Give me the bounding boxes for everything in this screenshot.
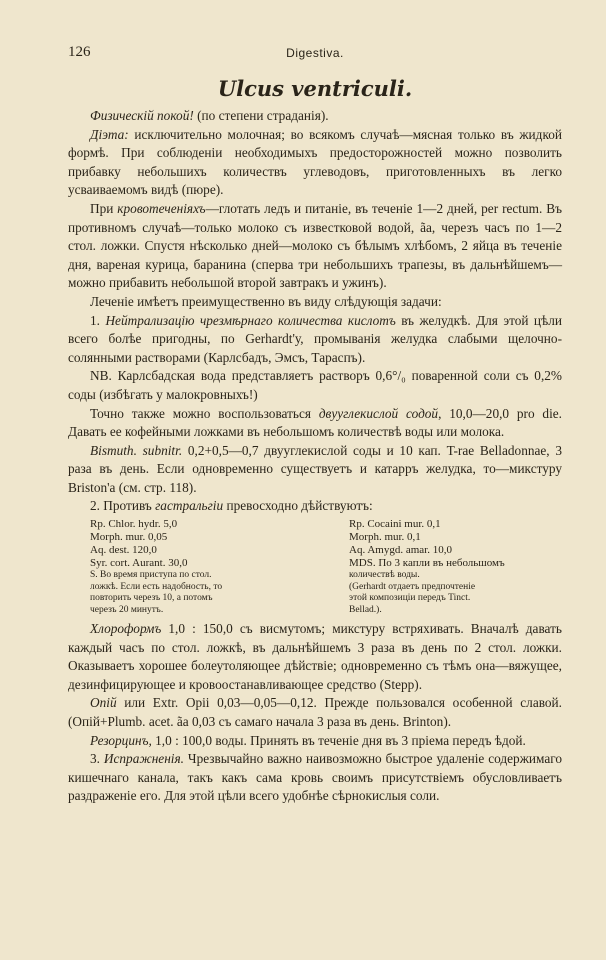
recipe-line: количествѣ воды.: [349, 570, 420, 581]
text: NB. Карлсбадская вода представляетъ растворъ 0,6°/₀ поваренной соли съ 0,2% соды (избѣгать у малокровныхъ!): [68, 368, 562, 402]
running-title: Digestiva.: [286, 46, 344, 60]
paragraph: [68, 750, 562, 806]
recipe-line: S. Во время приступа по стол.: [90, 570, 212, 581]
recipe-line: этой композицiи передъ Tinct.: [349, 593, 471, 604]
emphasis: двууглекислой содой: [318, 405, 439, 421]
text: При: [90, 200, 118, 216]
text: Леченiе имѣетъ преимущественно въ виду слѣдующiя задачи:: [90, 293, 442, 309]
text-body: [68, 107, 562, 516]
emphasis: Bismuth. subnitr.: [90, 442, 183, 458]
paragraph: [68, 620, 562, 694]
text: 1,0 : 100,0 воды. Принять въ теченiе дня въ 3 прiема передъ ѣдой.: [151, 732, 526, 748]
emphasis: гастральгiи: [155, 498, 224, 514]
paragraph: [68, 312, 562, 368]
text: Точно также можно воспользоваться: [90, 405, 319, 421]
paragraph: [68, 497, 562, 516]
recipe-left: [68, 518, 303, 616]
emphasis: Хлороформъ: [90, 621, 162, 637]
paragraph: [68, 126, 562, 200]
recipe-right: [327, 518, 562, 616]
paragraph: [68, 732, 562, 751]
recipe-line: повторить черезъ 10, а потомъ: [90, 593, 213, 604]
recipes: [68, 518, 562, 616]
recipe-line: Morph. mur. 0,1: [349, 531, 421, 544]
recipe-line: (Gerhardt отдаетъ предпочтенiе: [349, 581, 476, 592]
text: —глотать ледъ и питанiе, въ теченiе 1—2 дней, per rectum. Въ противномъ случаѣ—только молоко съ известковой водой, ãa, черезъ часъ по 1—2 стол. ложки. Спустя нѣсколько дней—молоко съ бѣлымъ хлѣбомъ, 2 яйца въ теченiе дня, вареная курица, баранина (сперва три небольшихъ трапезы, въ дальнѣйшемъ—можно прибавить небольшой второй завтракъ и ужинъ).: [68, 200, 562, 291]
paragraph: [68, 200, 562, 293]
emphasis: Опiй: [90, 695, 117, 711]
recipe-line: Bellad.).: [349, 604, 382, 615]
text: 1.: [90, 312, 106, 328]
recipe-line: ложкѣ. Если есть надобность, то: [90, 581, 223, 592]
emphasis: Нейтрализацiю чрезмѣрнаго количества кислотъ: [105, 312, 396, 328]
text: 2. Противъ: [90, 498, 156, 514]
recipe-line: Morph. mur. 0,05: [90, 531, 168, 544]
paragraph: [68, 293, 562, 312]
text: 1,0 : 150,0 съ висмутомъ; микстуру встряхивать. Вначалѣ давать каждый часъ по стол. ложкѣ, въ дальнѣйшемъ 3 раза въ день по 2 стол. ложки. Оказываетъ хорошее болеутоляющее дѣйствiе; одновременно съ тѣмъ она—вяжущее, дезинфицирующее и кровоостанавливающее средство (Stepp).: [68, 621, 562, 692]
emphasis: кровотеченiяхъ: [117, 200, 206, 216]
recipe-line: Aq. Amygd. amar. 10,0: [349, 544, 452, 557]
page-number: 126: [68, 44, 91, 60]
text: Чрезвычайно важно наивозможно быстрое удаленiе содержимаго кишечнаго канала, такъ какъ сама кровь своимъ присутствiемъ обусловливаетъ раздраженiе его. Для этой цѣли всего удобнѣе сѣрнокислыя соли.: [68, 751, 563, 804]
recipe-line: Rp. Cocaini mur. 0,1: [349, 518, 441, 531]
recipe-line: черезъ 20 минутъ.: [90, 604, 164, 615]
emphasis: Физическiй покой!: [90, 108, 194, 123]
text: , 10,0—20,0 pro die. Давать ее кофейными ложками въ небольшомъ количествѣ воды или молока.: [68, 405, 563, 440]
paragraph: [68, 694, 562, 731]
page-header: [68, 44, 562, 66]
recipe-line: Aq. dest. 120,0: [90, 544, 157, 557]
recipe-line: Rp. Chlor. hydr. 5,0: [90, 518, 178, 531]
paragraph: [68, 442, 562, 498]
emphasis: Испражненiя.: [103, 751, 185, 767]
text-body-continued: [68, 620, 562, 806]
paragraph: [68, 107, 562, 126]
recipe-line: MDS. По 3 капли въ небольшомъ: [349, 557, 505, 570]
text: (по степени страданiя).: [193, 108, 329, 123]
paragraph: [68, 405, 562, 442]
text: или Extr. Opii 0,03—0,05—0,12. Прежде пользовался особенной славой. (Опiй+Plumb. acet. ãa 0,03 съ самаго начала 3 раза въ день. Brinton).: [68, 695, 562, 730]
emphasis: Дiэта:: [90, 126, 129, 142]
text: 3.: [90, 751, 104, 767]
section-title: Ulcus ventriculi.: [217, 76, 413, 101]
text: исключительно молочная; во всякомъ случаѣ—мясная только въ жидкой формѣ. При соблюденiи необходимыхъ предосторожностей можно позволить прибавку небольшихъ количествъ углеводовъ, приготовленныхъ въ легко усваиваемомъ видѣ (пюре).: [68, 126, 562, 198]
recipe-line: Syr. cort. Aurant. 30,0: [90, 557, 188, 570]
text: 0,2+0,5—0,7 двууглекислой соды и 10 кап. T-rae Belladonnae, 3 раза въ день. Если одновременно существуетъ и катарръ желудка, то—микстуру Briston'a (см. стр. 118).: [68, 442, 562, 495]
text: въ желудкѣ. Для этой цѣли всего болѣе пригодны, по Gerhardt'у, промыванiя желудка слабыми щелочно-солянными растворами (Карлсбадъ, Эмсъ, Тараспъ).: [68, 312, 563, 365]
paragraph: [68, 367, 562, 404]
emphasis: Резорцинъ,: [90, 732, 152, 748]
text: превосходно дѣйствуютъ:: [223, 498, 373, 514]
